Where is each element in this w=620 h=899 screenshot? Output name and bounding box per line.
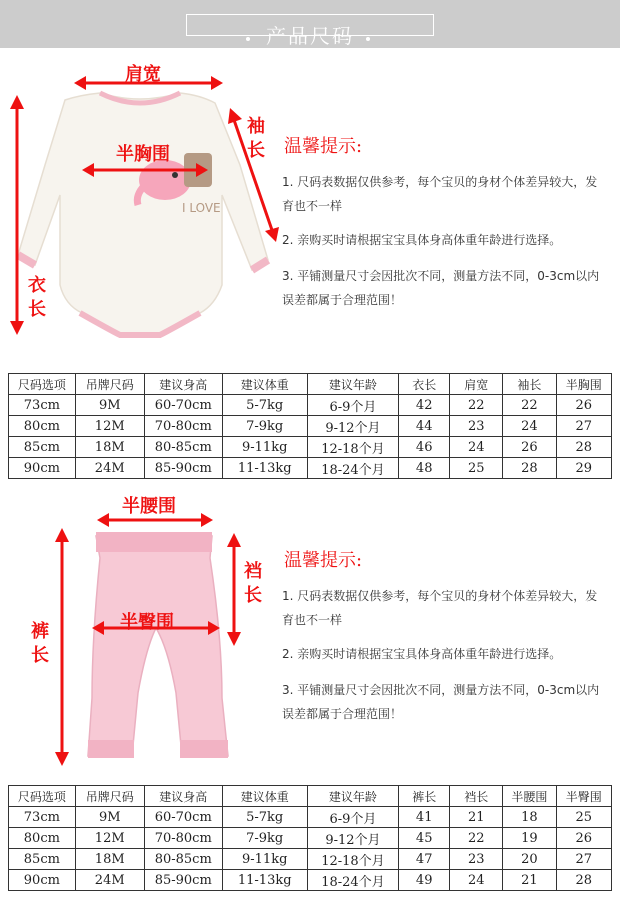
table-cell: 47	[399, 849, 450, 870]
table-cell: 6-9个月	[307, 395, 399, 416]
table-cell: 7-9kg	[222, 828, 307, 849]
table-cell: 12-18个月	[307, 437, 399, 458]
tips-title: 温馨提示:	[284, 550, 363, 571]
table-cell: 9M	[75, 395, 144, 416]
table-cell: 70-80cm	[144, 416, 222, 437]
table-row	[9, 395, 612, 416]
column-header: 半腰围	[503, 786, 556, 807]
column-header: 肩宽	[450, 374, 503, 395]
table-cell: 19	[503, 828, 556, 849]
table-cell: 80-85cm	[144, 849, 222, 870]
table-cell: 24	[450, 437, 503, 458]
table-cell: 25	[556, 807, 612, 828]
table-cell: 27	[556, 849, 612, 870]
table-cell: 41	[399, 807, 450, 828]
column-header: 半胸围	[556, 374, 612, 395]
section-banner	[0, 0, 620, 48]
table-cell: 28	[503, 458, 556, 479]
table-cell: 12M	[75, 416, 144, 437]
tip-item: 2. 亲购买时请根据宝宝具体身高体重年龄进行选择。	[282, 233, 562, 247]
table-cell: 80cm	[9, 828, 76, 849]
table-row	[9, 849, 612, 870]
tip-item: 1. 尺码表数据仅供参考，每个宝贝的身材个体差异较大，发育也不一样	[282, 175, 598, 213]
table-header-row	[9, 786, 612, 807]
bodysuit-print-text: I LOVE	[182, 201, 221, 215]
half-waist-label: 半腰围	[122, 496, 176, 517]
sleeve-label: 袖长	[247, 116, 265, 161]
table-cell: 7-9kg	[222, 416, 307, 437]
column-header: 建议年龄	[307, 786, 399, 807]
table-cell: 9-11kg	[222, 437, 307, 458]
table-cell: 60-70cm	[144, 395, 222, 416]
tip-item: 1. 尺码表数据仅供参考，每个宝贝的身材个体差异较大，发育也不一样	[282, 589, 598, 627]
table-cell: 28	[556, 870, 612, 891]
table-cell: 44	[399, 416, 450, 437]
bottom-size-table	[8, 785, 612, 891]
table-cell: 23	[450, 849, 503, 870]
table-cell: 48	[399, 458, 450, 479]
table-cell: 21	[450, 807, 503, 828]
table-cell: 22	[450, 828, 503, 849]
shoulder-label: 肩宽	[125, 64, 161, 85]
table-cell: 90cm	[9, 870, 76, 891]
column-header: 半臀围	[556, 786, 612, 807]
table-cell: 20	[503, 849, 556, 870]
table-cell: 49	[399, 870, 450, 891]
table-row	[9, 870, 612, 891]
table-cell: 26	[556, 828, 612, 849]
column-header: 吊牌尺码	[75, 786, 144, 807]
table-cell: 80cm	[9, 416, 76, 437]
table-cell: 24M	[75, 458, 144, 479]
table-cell: 18-24个月	[307, 870, 399, 891]
table-cell: 73cm	[9, 395, 76, 416]
table-cell: 26	[556, 395, 612, 416]
column-header: 吊牌尺码	[75, 374, 144, 395]
column-header: 尺码选项	[9, 786, 76, 807]
table-cell: 85-90cm	[144, 458, 222, 479]
table-row	[9, 458, 612, 479]
table-cell: 25	[450, 458, 503, 479]
table-cell: 29	[556, 458, 612, 479]
table-cell: 70-80cm	[144, 828, 222, 849]
table-cell: 73cm	[9, 807, 76, 828]
tip-item: 3. 平铺测量尺寸会因批次不同，测量方法不同，0-3cm以内误差都属于合理范围！	[282, 683, 600, 721]
table-cell: 90cm	[9, 458, 76, 479]
banner-title: 产品尺码	[266, 24, 354, 48]
table-cell: 85cm	[9, 437, 76, 458]
table-cell: 21	[503, 870, 556, 891]
table-cell: 18M	[75, 437, 144, 458]
column-header: 建议年龄	[307, 374, 399, 395]
table-cell: 46	[399, 437, 450, 458]
column-header: 建议身高	[144, 786, 222, 807]
table-cell: 45	[399, 828, 450, 849]
table-cell: 18	[503, 807, 556, 828]
table-cell: 9-12个月	[307, 416, 399, 437]
table-cell: 9-11kg	[222, 849, 307, 870]
column-header: 建议体重	[222, 374, 307, 395]
column-header: 衣长	[399, 374, 450, 395]
length-label: 衣长	[28, 275, 46, 320]
table-cell: 27	[556, 416, 612, 437]
table-cell: 28	[556, 437, 612, 458]
table-cell: 26	[503, 437, 556, 458]
half-hip-label: 半臀围	[120, 612, 174, 633]
table-cell: 18-24个月	[307, 458, 399, 479]
table-cell: 18M	[75, 849, 144, 870]
table-cell: 5-7kg	[222, 395, 307, 416]
column-header: 裤长	[399, 786, 450, 807]
table-cell: 42	[399, 395, 450, 416]
table-cell: 6-9个月	[307, 807, 399, 828]
column-header: 袖长	[503, 374, 556, 395]
table-row	[9, 807, 612, 828]
tips-title: 温馨提示:	[284, 136, 363, 157]
crotch-label: 裆长	[244, 561, 262, 606]
table-cell: 5-7kg	[222, 807, 307, 828]
table-cell: 60-70cm	[144, 807, 222, 828]
table-cell: 11-13kg	[222, 870, 307, 891]
top-size-table	[8, 373, 612, 479]
table-row	[9, 437, 612, 458]
table-cell: 85-90cm	[144, 870, 222, 891]
table-cell: 9M	[75, 807, 144, 828]
column-header: 尺码选项	[9, 374, 76, 395]
tip-item: 3. 平铺测量尺寸会因批次不同，测量方法不同，0-3cm以内误差都属于合理范围！	[282, 269, 600, 307]
table-cell: 9-12个月	[307, 828, 399, 849]
table-header-row	[9, 374, 612, 395]
column-header: 裆长	[450, 786, 503, 807]
column-header: 建议身高	[144, 374, 222, 395]
half-chest-label: 半胸围	[116, 144, 170, 165]
table-cell: 12-18个月	[307, 849, 399, 870]
table-cell: 22	[503, 395, 556, 416]
column-header: 建议体重	[222, 786, 307, 807]
table-cell: 12M	[75, 828, 144, 849]
pants-length-label: 裤长	[31, 621, 49, 666]
table-cell: 80-85cm	[144, 437, 222, 458]
table-cell: 11-13kg	[222, 458, 307, 479]
table-cell: 23	[450, 416, 503, 437]
tip-item: 2. 亲购买时请根据宝宝具体身高体重年龄进行选择。	[282, 647, 562, 661]
table-cell: 85cm	[9, 849, 76, 870]
table-row	[9, 416, 612, 437]
table-cell: 24	[503, 416, 556, 437]
table-row	[9, 828, 612, 849]
table-cell: 24M	[75, 870, 144, 891]
table-cell: 24	[450, 870, 503, 891]
table-cell: 22	[450, 395, 503, 416]
